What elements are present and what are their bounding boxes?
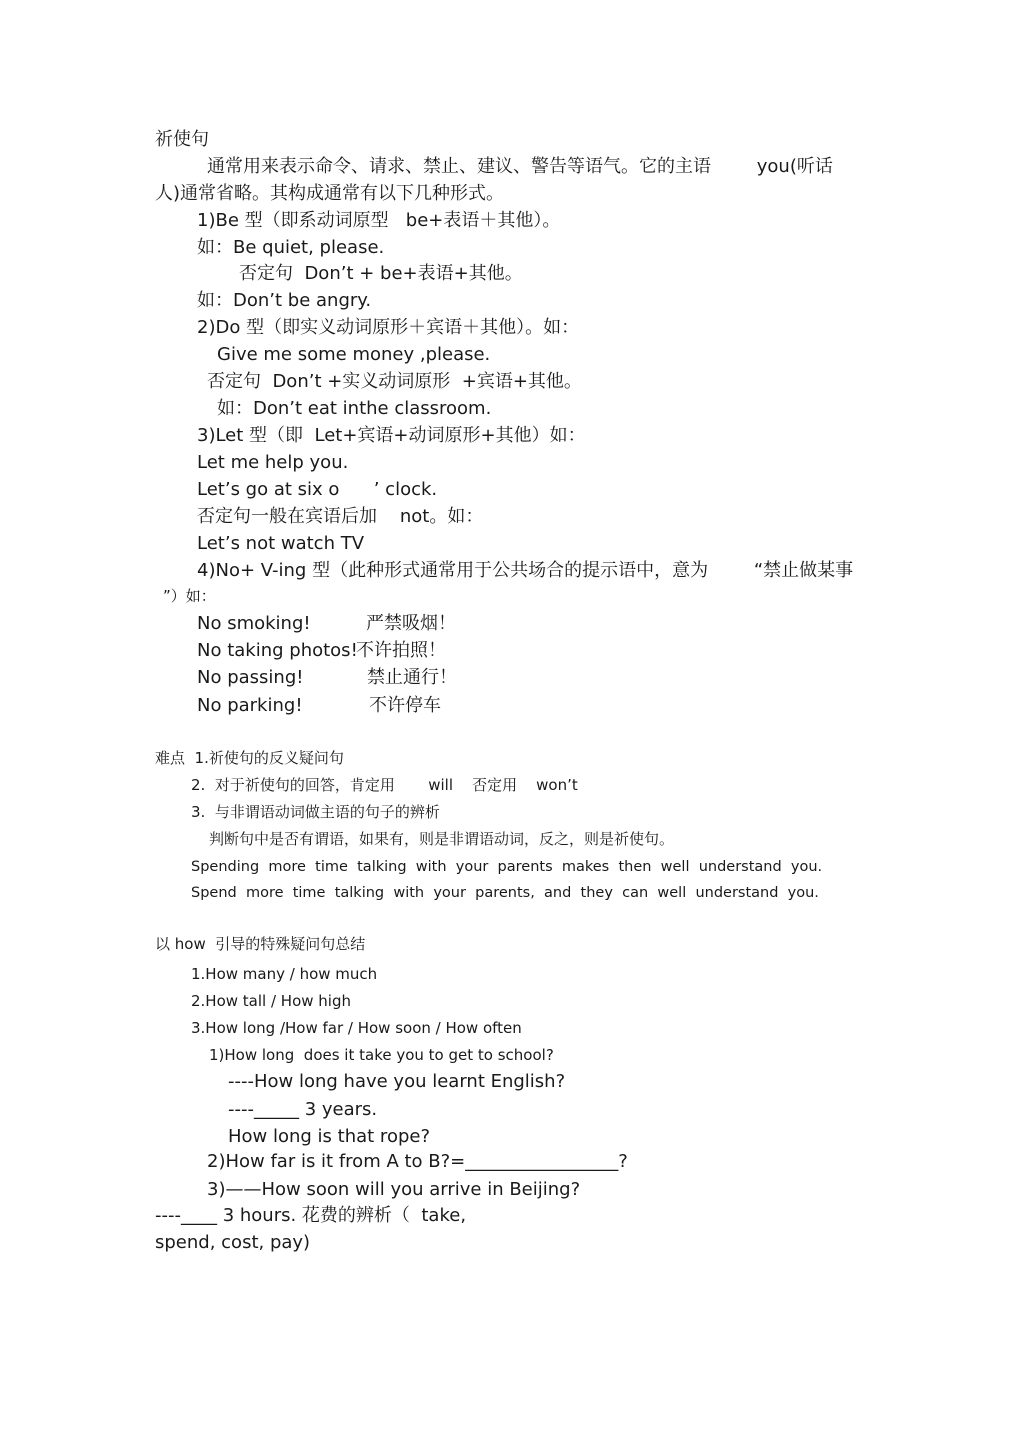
- section-heading-how: 以 how 引导的特殊疑问句总结: [155, 935, 366, 953]
- how-question-1: 1)How long does it take you to get to school?: [209, 1046, 554, 1064]
- difficulty-line-1: 难点 1.祈使句的反义疑问句: [155, 749, 344, 767]
- type4-heading-line-1: 4)No+ V-ing 型（此种形式通常用于公共场合的提示语中，意为 “禁止做某事: [197, 560, 854, 581]
- sign-example-en: No taking photos!: [197, 640, 358, 661]
- type3-heading: 3)Let 型（即 Let+宾语+动词原形+其他）如：: [197, 425, 586, 446]
- type3-example-2: Let’s go at six o ’ clock.: [197, 479, 438, 500]
- type3-negative-example: Let’s not watch TV: [197, 533, 365, 554]
- sign-example-en: No smoking!: [197, 613, 311, 634]
- sign-example-zh: 不许停车: [369, 695, 441, 716]
- how-question-1b: ----How long have you learnt English?: [228, 1071, 566, 1092]
- example-sentence-1: Spending more time talking with your parents makes then well understand you.: [191, 859, 823, 875]
- how-item-3: 3.How long /How far / How soon / How often: [191, 1019, 522, 1037]
- difficulty-line-2: 2. 对于祈使句的回答，肯定用 will 否定用 won’t: [191, 776, 578, 794]
- section-heading-imperative: 祈使句: [155, 129, 209, 150]
- type1-heading: 1)Be 型（即系动词原型 be+表语＋其他）。: [197, 210, 561, 231]
- how-question-1c: ----_____ 3 years.: [228, 1099, 378, 1120]
- sign-example-en: No parking!: [197, 695, 303, 716]
- type1-negative: 否定句 Don’t + be+表语+其他。: [239, 263, 523, 284]
- type3-example-1: Let me help you.: [197, 452, 349, 473]
- type4-heading-line-2: ”）如：: [163, 587, 216, 605]
- how-question-2: 2)How far is it from A to B?=_________________?: [207, 1151, 628, 1172]
- type1-example: 如：Be quiet, please.: [197, 237, 385, 258]
- sign-example-zh: 不许拍照！: [356, 640, 446, 661]
- type2-negative-example: 如：Don’t eat inthe classroom.: [217, 398, 492, 419]
- intro-line-1: 通常用来表示命令、请求、禁止、建议、警告等语气。它的主语 you(听话: [207, 156, 833, 177]
- type2-heading: 2)Do 型（即实义动词原形＋宾语＋其他）。如：: [197, 317, 580, 338]
- sign-example-zh: 禁止通行！: [367, 667, 457, 688]
- how-question-3c: spend, cost, pay): [155, 1232, 311, 1253]
- how-item-2: 2.How tall / How high: [191, 992, 351, 1010]
- example-sentence-2: Spend more time talking with your parents, and they can well understand you.: [191, 885, 819, 901]
- sign-example-en: No passing!: [197, 667, 304, 688]
- how-question-1d: How long is that rope?: [228, 1126, 431, 1147]
- type2-example: Give me some money ,please.: [217, 344, 491, 365]
- type1-negative-example: 如：Don’t be angry.: [197, 290, 372, 311]
- difficulty-line-4: 判断句中是否有谓语，如果有，则是非谓语动词，反之，则是祈使句。: [209, 830, 675, 848]
- intro-line-2: 人)通常省略。其构成通常有以下几种形式。: [155, 183, 505, 204]
- difficulty-line-3: 3. 与非谓语动词做主语的句子的辨析: [191, 803, 440, 821]
- type3-negative: 否定句一般在宾语后加 not。如：: [197, 506, 484, 527]
- how-question-3b: ----____ 3 hours. 花费的辨析（ take,: [155, 1205, 467, 1226]
- sign-example-zh: 严禁吸烟！: [366, 613, 456, 634]
- how-item-1: 1.How many / how much: [191, 965, 378, 983]
- how-question-3: 3)——How soon will you arrive in Beijing?: [207, 1179, 581, 1200]
- type2-negative: 否定句 Don’t +实义动词原形 +宾语+其他。: [207, 371, 582, 392]
